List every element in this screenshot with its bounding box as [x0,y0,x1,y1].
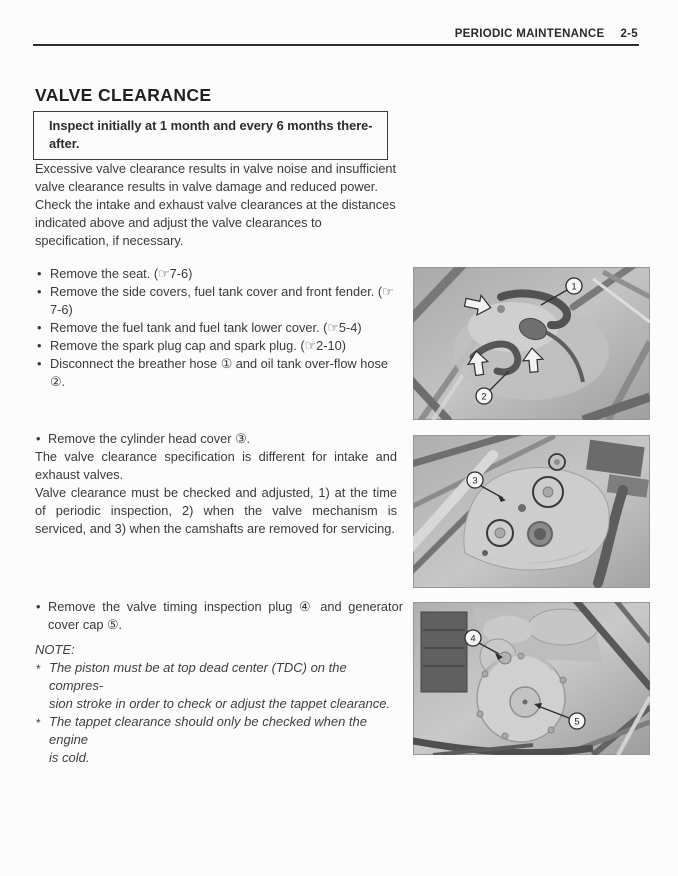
note-item [35,659,403,713]
list-item: • Remove the spark plug cap and spark plug. (☞2-10) [37,337,403,355]
intro-paragraph: Excessive valve clearance results in valve noise and insufficient valve clearance results in valve damage and reduced power. Check the intake and exhaust valve clearances at the distances indicated above and adjust the valve clearances to specification, if necessary. [35,161,397,248]
figure-breather-and-overflow-hoses [413,267,650,420]
section-title: VALVE CLEARANCE [35,85,212,105]
timing-plug-section [35,598,403,767]
list-item: • Remove the valve timing inspection plug ④ and generator cover cap ⑤. [35,598,403,634]
inspect-box-line: Inspect initially at 1 month and every 6 months there- [49,118,373,133]
list-item: • Remove the seat. (☞7-6) [37,265,403,283]
callout-5-label: 5 [574,716,580,728]
paragraph: Valve clearance must be checked and adjusted, 1) at the time of periodic inspection, 2) when the valve mechanism is serviced, and 3) when the camshafts are removed for servicing. [35,485,397,536]
figure-cylinder-head-cover [413,435,650,588]
note-label: NOTE: [35,642,75,657]
header-page-number: 2-5 [620,28,638,40]
note-line: is cold. [49,750,90,765]
list-item: • Remove the fuel tank and fuel tank lower cover. (☞5-4) [37,319,403,337]
head-cover-section [35,430,397,538]
header-section-title: PERIODIC MAINTENANCE [454,28,605,40]
note-line: * The piston must be at top dead center (TDC) on the compres- [49,660,347,693]
inspect-box-line: after. [49,136,80,151]
engine-hoses-photo [413,267,650,420]
callout-4-label: 4 [470,633,476,645]
note-line: * The tappet clearance should only be checked when the engine [49,714,367,747]
callout-1-label: 1 [571,281,577,293]
list-item: • Remove the cylinder head cover ③. [35,430,397,448]
callout-3-label: 3 [472,475,478,487]
list-item: • Remove the side covers, fuel tank cover and front fender. (☞7-6) [37,283,403,319]
note-line: sion stroke in order to check or adjust the tappet clearance. [49,696,391,711]
paragraph: The valve clearance specification is different for intake and exhaust valves. [35,449,397,482]
head-cover-photo [413,435,650,588]
page-header [0,28,638,40]
removal-steps-list [37,265,403,391]
list-item: • Disconnect the breather hose ① and oil tank over-flow hose ②. [37,355,403,391]
note-item [35,713,403,767]
header-rule [33,44,639,46]
callout-2-label: 2 [481,391,487,403]
generator-cover-photo [413,602,650,755]
inspection-interval-box [33,111,388,160]
figure-generator-cover [413,602,650,755]
